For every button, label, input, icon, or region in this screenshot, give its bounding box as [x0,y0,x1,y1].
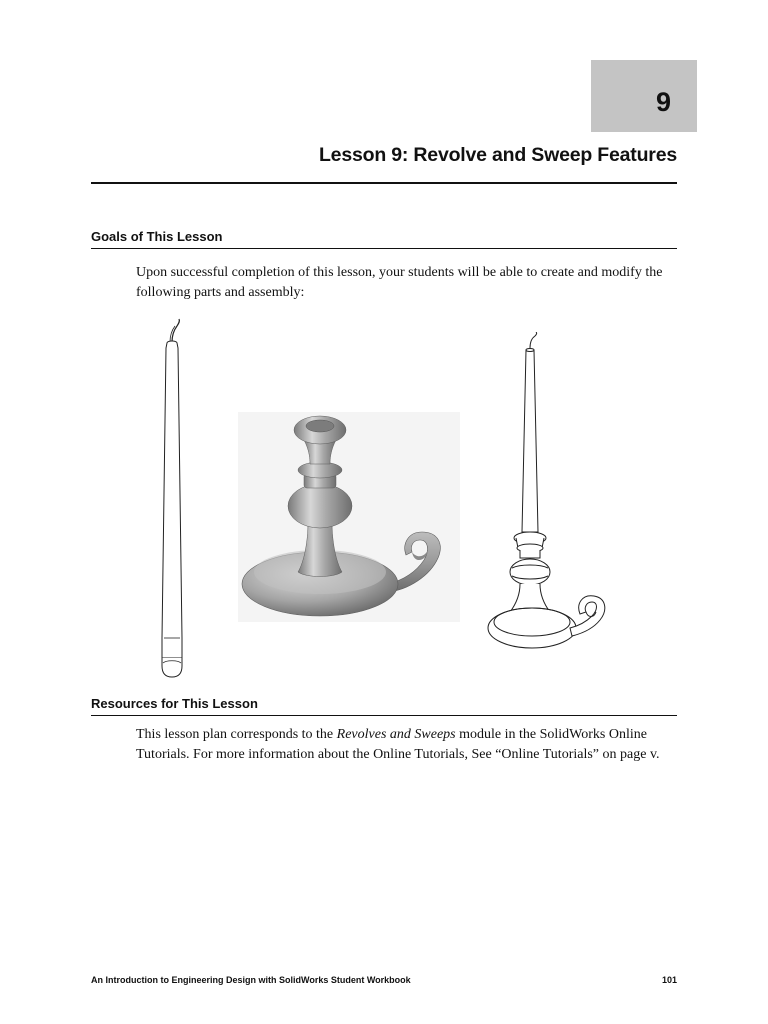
footer-book-title: An Introduction to Engineering Design with SolidWorks Student Workbook [91,975,411,985]
resources-divider [91,715,677,716]
goals-intro-text: Upon successful completion of this lesson, your students will be able to create and modify the following parts and assembly: [136,265,663,300]
footer-page-number: 101 [661,975,677,985]
revolves-and-sweeps-module-name: Revolves and Sweeps [336,727,456,742]
lesson-title: Lesson 9: Revolve and Sweep Features [318,144,677,166]
candlestick-holder-icon [238,412,460,622]
resources-heading: Resources for This Lesson [91,696,258,711]
goals-heading: Goals of This Lesson [91,229,223,244]
goals-divider [91,248,677,249]
candlestick-assembly-icon [480,332,610,660]
title-divider [91,182,677,184]
resources-text-before: This lesson plan corresponds to the [136,727,337,742]
resources-text-after: module in the SolidWorks Online Tutorials. For more information about the Online Tutorials, See “Online Tutorials” on page v. [136,727,660,762]
resources-text [136,725,681,765]
candle-icon [150,318,195,680]
chapter-number: 9 [655,87,671,117]
chapter-number-tab [591,60,697,132]
